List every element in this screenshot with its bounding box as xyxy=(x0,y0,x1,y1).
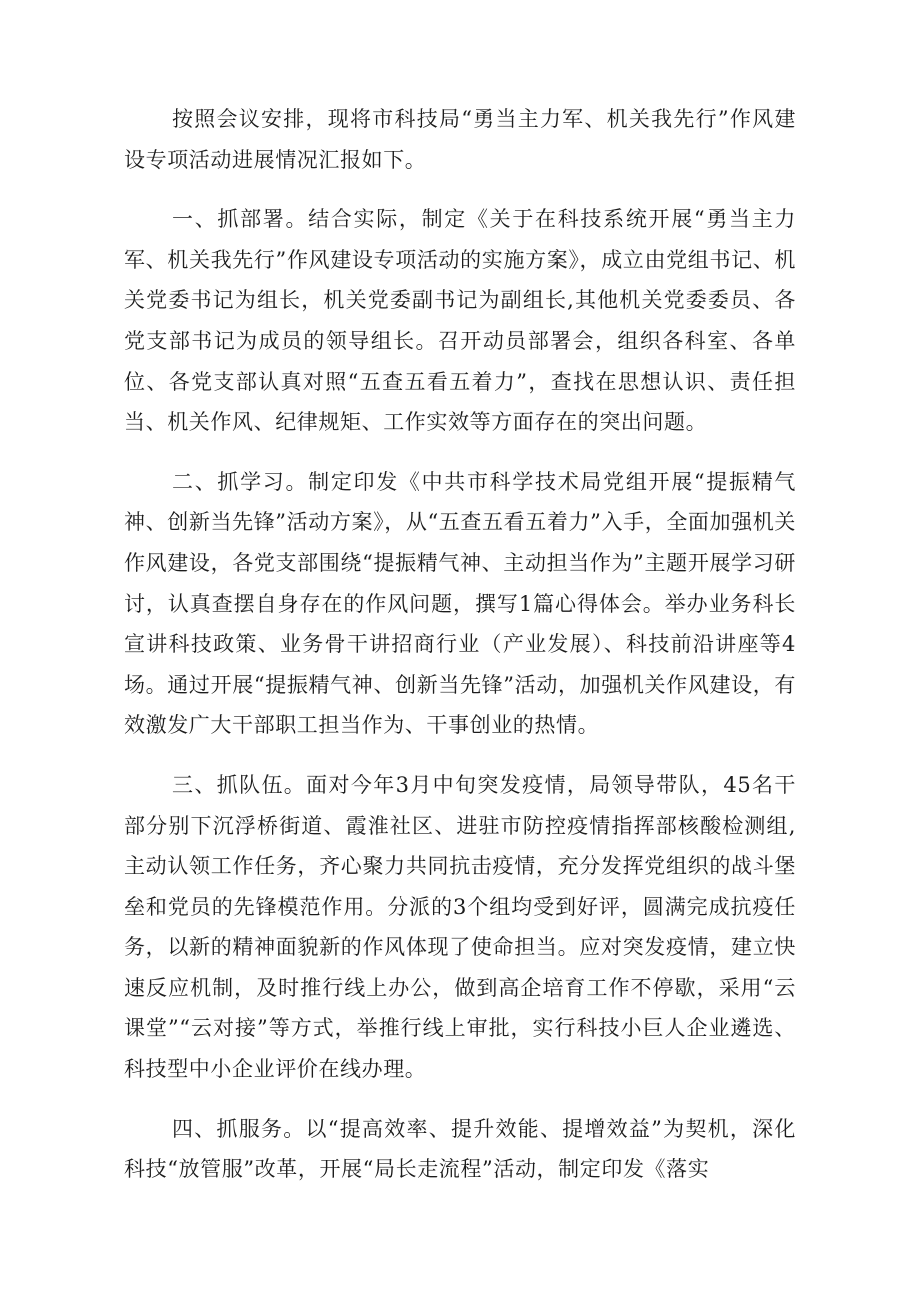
intro-paragraph: 按照会议安排，现将市科技局“勇当主力军、机关我先行”作风建设专项活动进展情况汇报如下。 xyxy=(124,107,796,172)
section-team-paragraph: 三、抓队伍。面对今年3月中旬突发疫情，局领导带队，45名干部分别下沉浮桥街道、霞淮社区、进驻市防控疫情指挥部核酸检测组,主动认领工作任务，齐心聚力共同抗击疫情，充分发挥党组织的战斗堡垒和党员的先锋模范作用。分派的3个组均受到好评，圆满完成抗疫任务，以新的精神面貌新的作风体现了使命担当。应对突发疫情，建立快速反应机制，及时推行线上办公，做到高企培育工作不停歇，采用“云课堂”“云对接”等方式，举推行线上审批，实行科技小巨人企业遴选、科技型中小企业评价在线办理。 xyxy=(124,772,796,1082)
section-service-paragraph: 四、抓服务。以“提高效率、提升效能、提增效益”为契机，深化科技“放管服”改革，开展“局长走流程”活动，制定印发《落实 xyxy=(124,1116,796,1182)
document-page xyxy=(124,0,796,1301)
section-study-paragraph: 二、抓学习。制定印发《中共市科学技术局党组开展“提振精气神、创新当先锋”活动方案》，从“五查五看五着力”入手，全面加强机关作风建设，各党支部围绕“提振精气神、主动担当作为”主题开展学习研讨，认真查摆自身存在的作风问题，撰写1篇心得体会。举办业务科长宣讲科技政策、业务骨干讲招商行业（产业发展）、科技前沿讲座等4场。通过开展“提振精气神、创新当先锋”活动，加强机关作风建设，有效激发广大干部职工担当作为、干事创业的热情。 xyxy=(124,469,796,738)
section-deployment-paragraph: 一、抓部署。结合实际，制定《关于在科技系统开展“勇当主力军、机关我先行”作风建设专项活动的实施方案》，成立由党组书记、机关党委书记为组长，机关党委副书记为副组长,其他机关党委委员、各党支部书记为成员的领导组长。召开动员部署会，组织各科室、各单位、各党支部认真对照“五查五看五着力”，查找在思想认识、责任担当、机关作风、纪律规矩、工作实效等方面存在的突出问题。 xyxy=(124,207,796,435)
